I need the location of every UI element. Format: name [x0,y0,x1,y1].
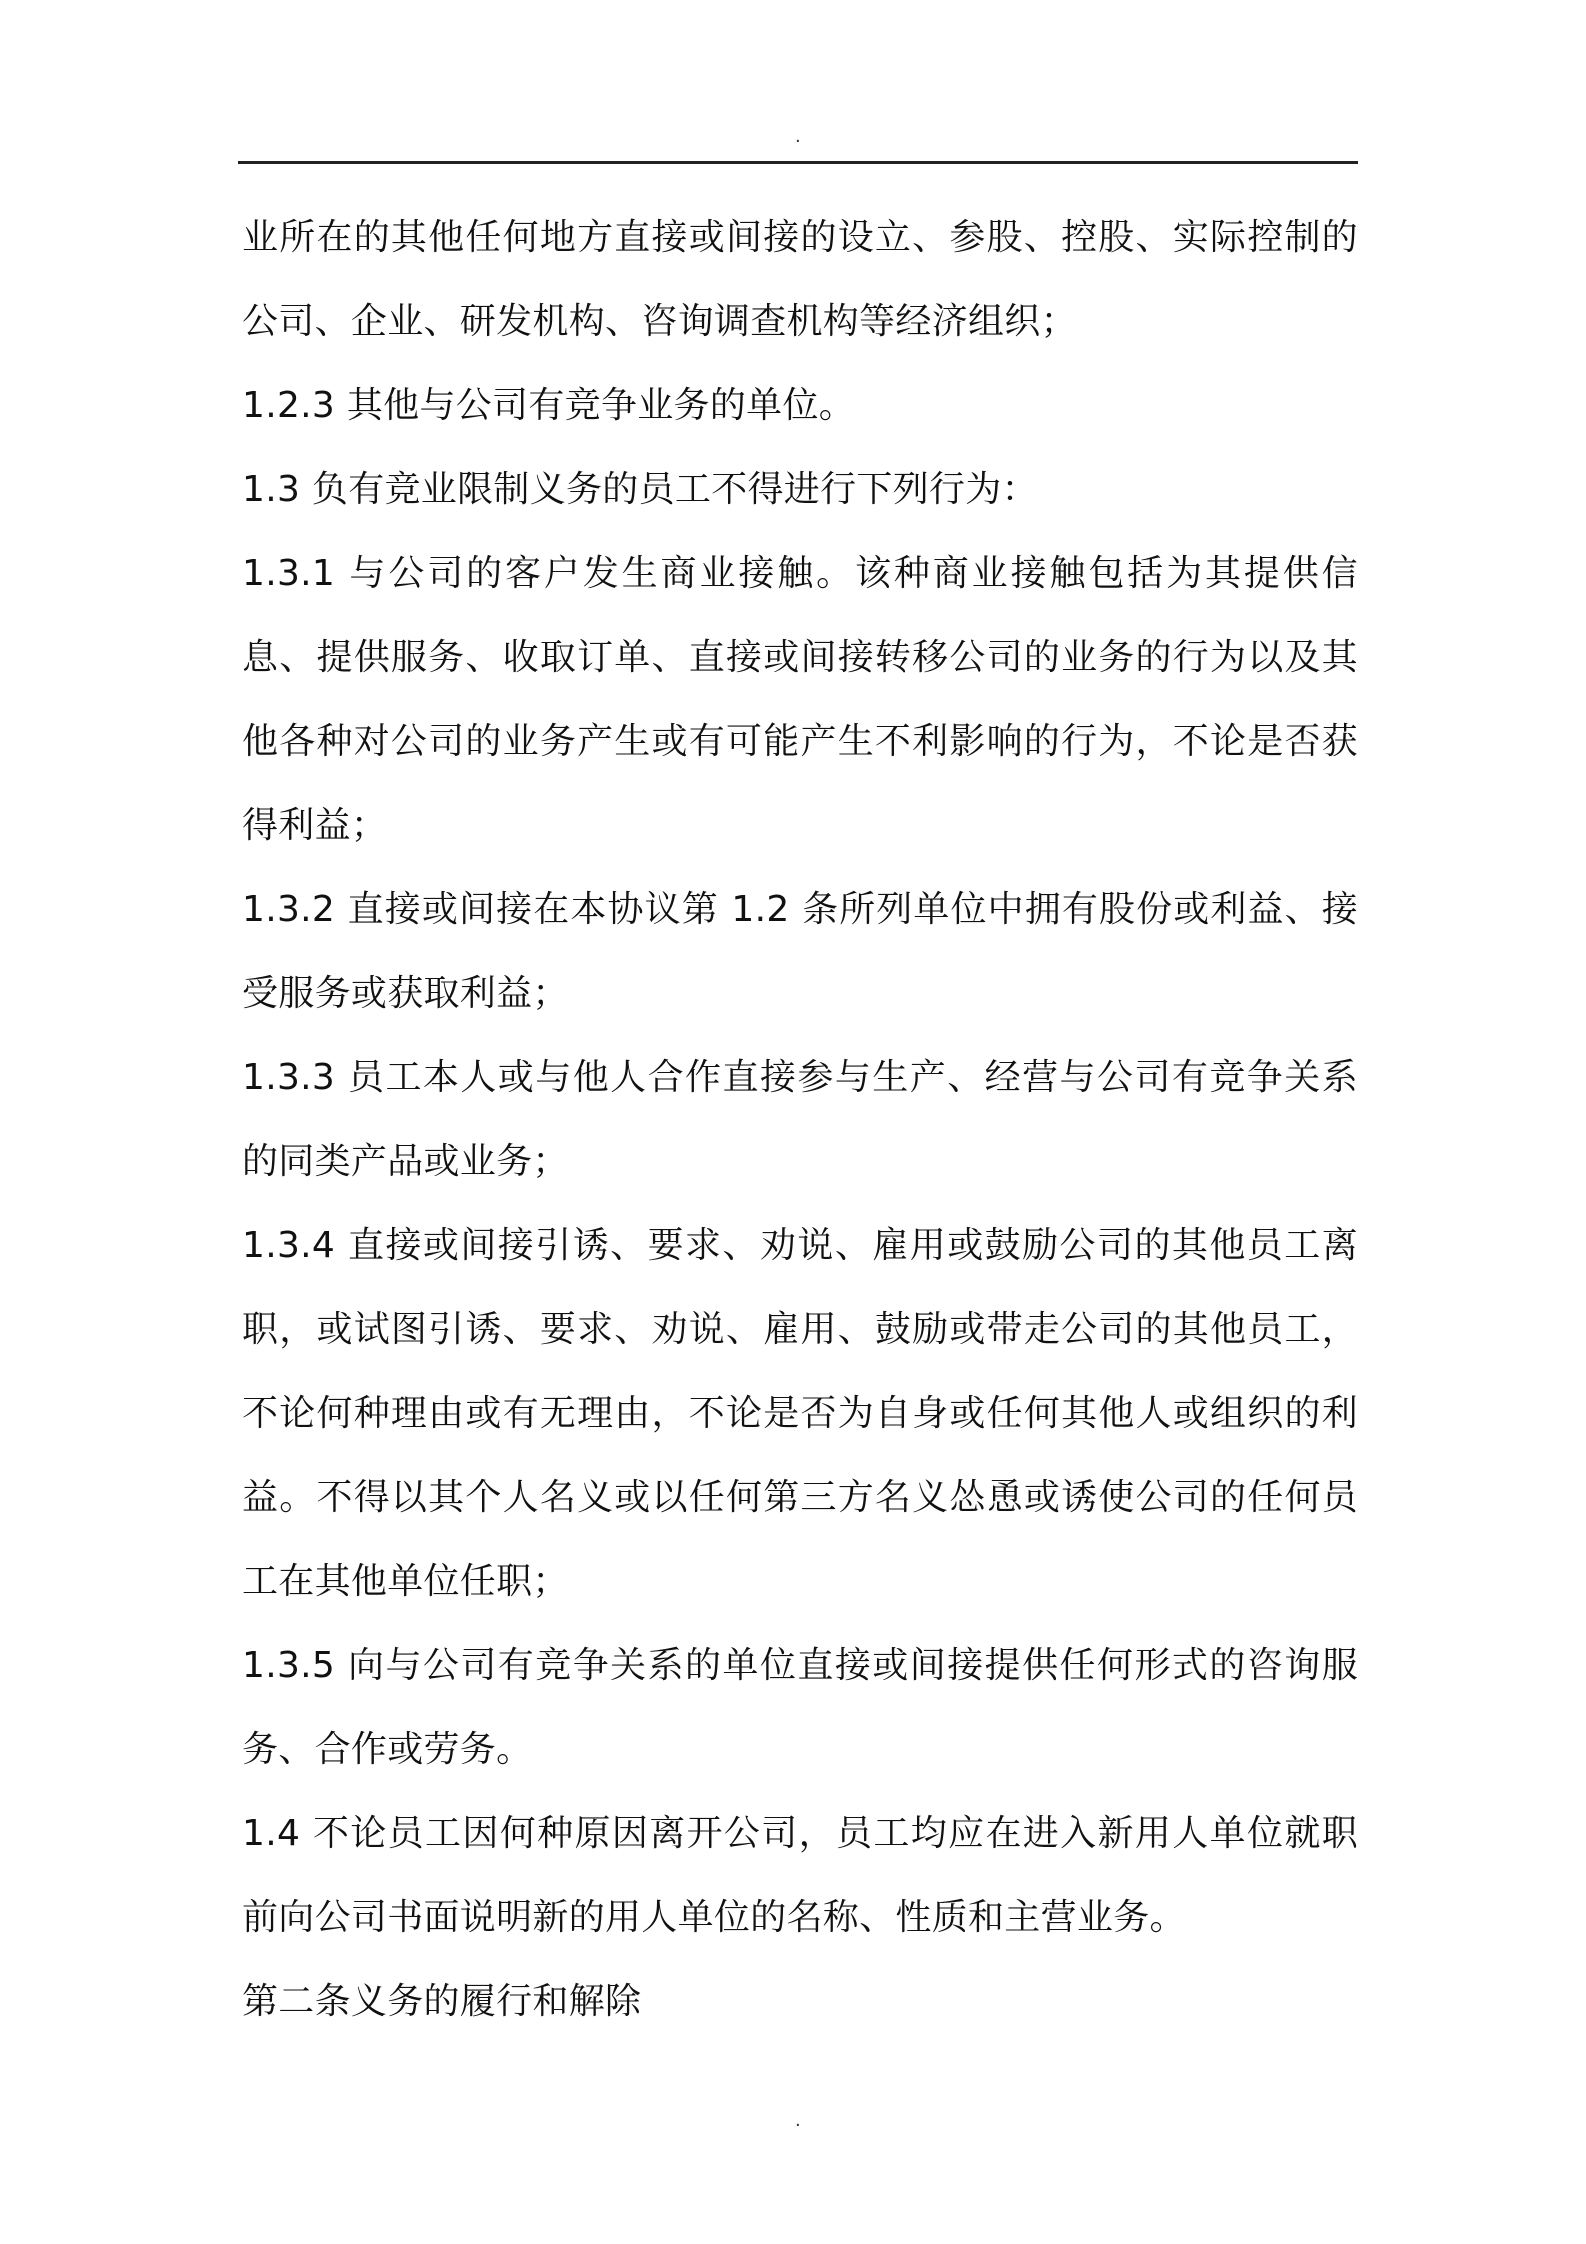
section-heading-article-2: 第二条义务的履行和解除 [242,1981,642,2022]
paragraph-1-2-3: 1.2.3 其他与公司有竞争业务的单位。 [242,385,856,426]
document-body [242,196,1358,2044]
footer-mark: . [795,2110,801,2131]
paragraph-1-4: 1.4 不论员工因何种原因离开公司，员工均应在进入新用人单位就职前向公司书面说明新的用人单位的名称、性质和主营业务。 [242,1813,1358,1938]
paragraph-1-3-2: 1.3.2 直接或间接在本协议第 1.2 条所列单位中拥有股份或利益、接受服务或获取利益； [242,889,1358,1014]
paragraph-continuation: 业所在的其他任何地方直接或间接的设立、参股、控股、实际控制的公司、企业、研发机构、咨询调查机构等经济组织； [242,217,1358,342]
paragraph-1-3-5: 1.3.5 向与公司有竞争关系的单位直接或间接提供任何形式的咨询服务、合作或劳务。 [242,1645,1358,1770]
paragraph-1-3-4: 1.3.4 直接或间接引诱、要求、劝说、雇用或鼓励公司的其他员工离职，或试图引诱、要求、劝说、雇用、鼓励或带走公司的其他员工，不论何种理由或有无理由，不论是否为自身或任何其他人或组织的利益。不得以其个人名义或以任何第三方名义怂恿或诱使公司的任何员工在其他单位任职； [242,1225,1358,1602]
paragraph-1-3: 1.3 负有竞业限制义务的员工不得进行下列行为： [242,469,1038,510]
header-rule [238,161,1358,164]
paragraph-1-3-1: 1.3.1 与公司的客户发生商业接触。该种商业接触包括为其提供信息、提供服务、收取订单、直接或间接转移公司的业务的行为以及其他各种对公司的业务产生或有可能产生不利影响的行为，不论是否获得利益； [242,553,1358,846]
header-mark: . [795,126,801,147]
paragraph-1-3-3: 1.3.3 员工本人或与他人合作直接参与生产、经营与公司有竞争关系的同类产品或业务； [242,1057,1358,1182]
